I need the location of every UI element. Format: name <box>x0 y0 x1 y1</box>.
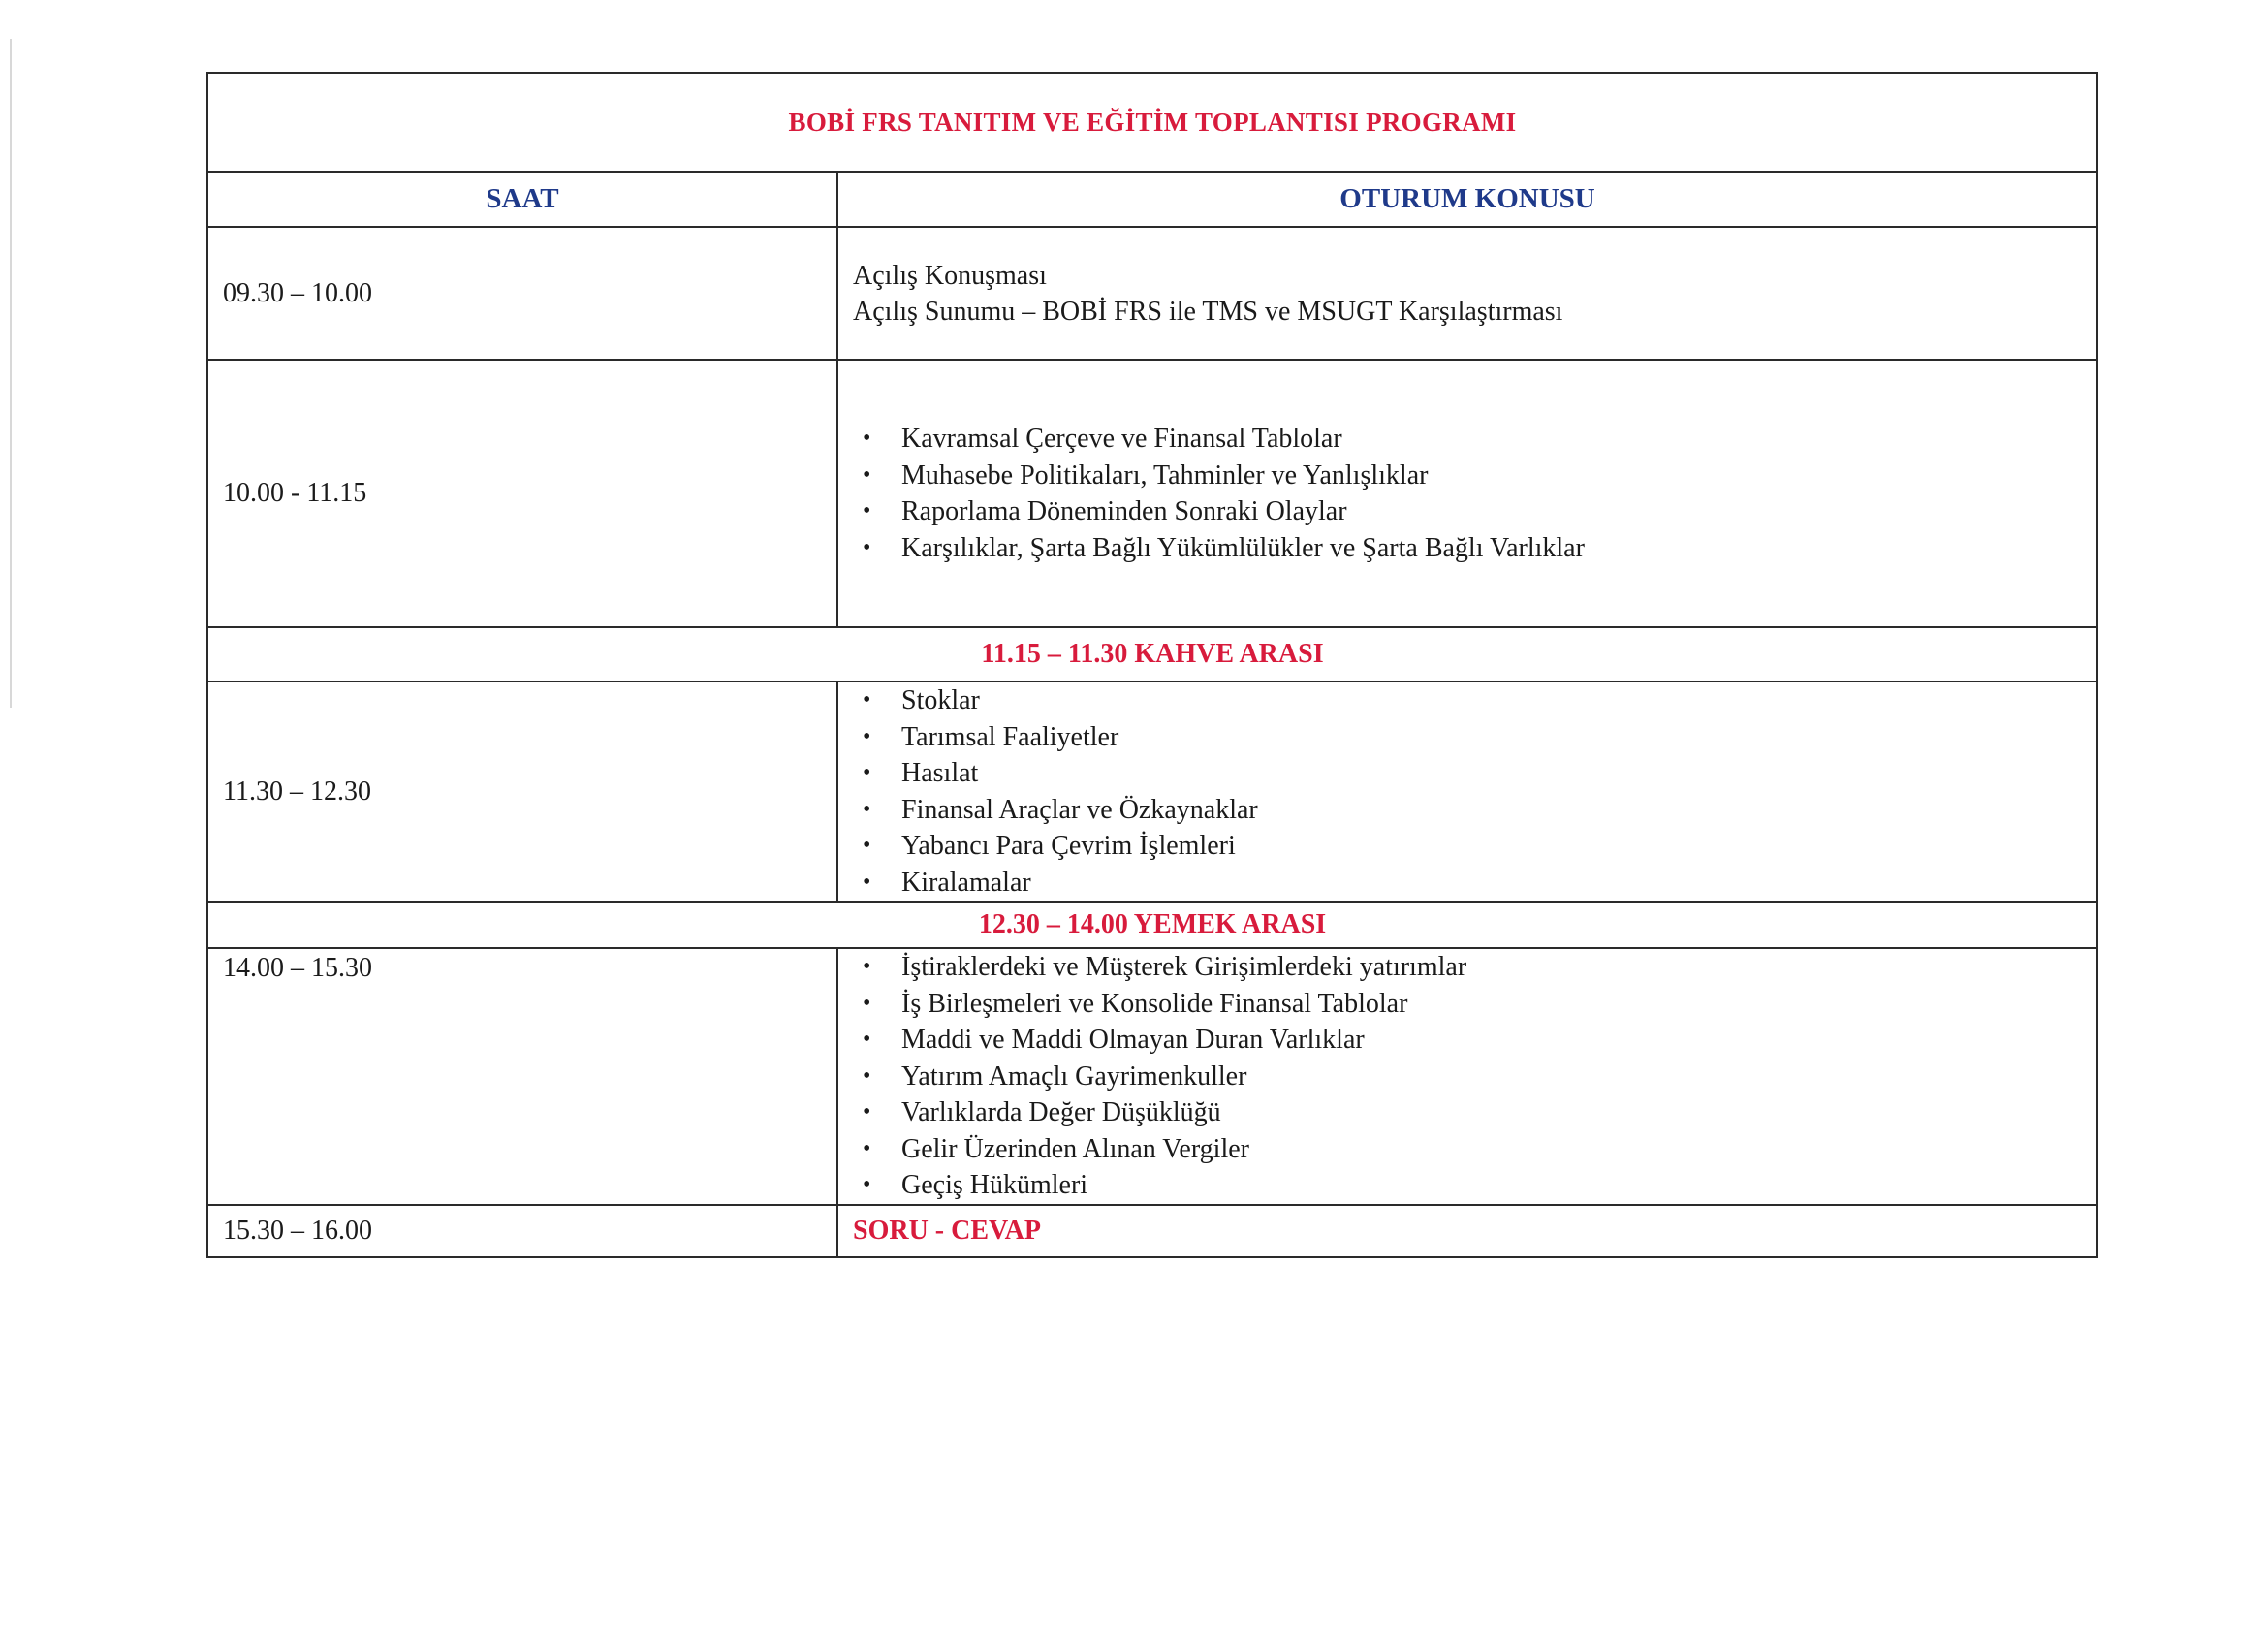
session-row <box>207 948 2097 1205</box>
list-item: • Raporlama Döneminden Sonraki Olaylar <box>853 493 2096 530</box>
coffee-break: 11.15 – 11.30 KAHVE ARASI <box>207 627 2097 681</box>
session-time: 15.30 – 16.00 <box>207 1205 837 1257</box>
header-row <box>207 172 2097 227</box>
bullet-icon: • <box>863 954 871 979</box>
break-row <box>207 902 2097 948</box>
bullet-icon: • <box>863 1062 871 1089</box>
bullet-icon: • <box>863 1172 871 1197</box>
list-item: • Kavramsal Çerçeve ve Finansal Tablolar <box>853 421 2096 458</box>
session-topic-line: Açılış Konuşması <box>853 260 1047 291</box>
bullet-icon: • <box>863 498 871 523</box>
session-time: 14.00 – 15.30 <box>207 948 837 1205</box>
session-row <box>207 227 2097 360</box>
list-item: • Gelir Üzerinden Alınan Vergiler <box>853 1131 2096 1168</box>
bullet-icon: • <box>863 1027 871 1052</box>
bullet-icon: • <box>863 534 871 560</box>
list-item: • Hasılat <box>853 755 2096 792</box>
bullet-icon: • <box>863 426 871 451</box>
bullet-icon: • <box>863 687 871 713</box>
bullet-icon: • <box>863 869 871 895</box>
session-row <box>207 681 2097 902</box>
list-item: • Muhasebe Politikaları, Tahminler ve Yanlışlıklar <box>853 458 2096 494</box>
session-topic <box>837 360 2097 627</box>
topic-list <box>853 682 2096 901</box>
scan-page-edge <box>10 39 12 708</box>
list-item: • Yatırım Amaçlı Gayrimenkuller <box>853 1059 2096 1095</box>
break-row <box>207 627 2097 681</box>
list-item: • Stoklar <box>853 682 2096 719</box>
title-row <box>207 73 2097 172</box>
program-title: BOBİ FRS TANITIM VE EĞİTİM TOPLANTISI PROGRAMI <box>207 73 2097 172</box>
list-item: • İştiraklerdeki ve Müşterek Girişimlerdeki yatırımlar <box>853 949 2096 986</box>
session-topic <box>837 227 2097 360</box>
bullet-icon: • <box>863 1099 871 1124</box>
header-time: SAAT <box>207 172 837 227</box>
session-time: 11.30 – 12.30 <box>207 681 837 902</box>
bullet-icon: • <box>863 461 871 488</box>
session-time: 10.00 - 11.15 <box>207 360 837 627</box>
bullet-icon: • <box>863 723 871 749</box>
list-item: • Kiralamalar <box>853 865 2096 902</box>
lunch-break: 12.30 – 14.00 YEMEK ARASI <box>207 902 2097 948</box>
list-item: • Finansal Araçlar ve Özkaynaklar <box>853 792 2096 829</box>
list-item: • Tarımsal Faaliyetler <box>853 719 2096 756</box>
session-topic <box>837 948 2097 1205</box>
list-item: • Yabancı Para Çevrim İşlemleri <box>853 828 2096 865</box>
bullet-icon: • <box>863 833 871 858</box>
qa-session-topic: SORU - CEVAP <box>837 1205 2097 1257</box>
session-time: 09.30 – 10.00 <box>207 227 837 360</box>
bullet-icon: • <box>863 760 871 785</box>
header-topic: OTURUM KONUSU <box>837 172 2097 227</box>
list-item: • Varlıklarda Değer Düşüklüğü <box>853 1094 2096 1131</box>
topic-list <box>853 421 2096 566</box>
session-topic <box>837 681 2097 902</box>
list-item: • Geçiş Hükümleri <box>853 1167 2096 1204</box>
bullet-icon: • <box>863 990 871 1016</box>
list-item: • Karşılıklar, Şarta Bağlı Yükümlülükler ve Şarta Bağlı Varlıklar <box>853 530 2096 567</box>
program-table <box>206 72 2098 1258</box>
topic-list <box>853 949 2096 1204</box>
bullet-icon: • <box>863 796 871 822</box>
session-topic-line: Açılış Sunumu – BOBİ FRS ile TMS ve MSUGT Karşılaştırması <box>853 296 1563 327</box>
session-row <box>207 360 2097 627</box>
session-row <box>207 1205 2097 1257</box>
list-item: • İş Birleşmeleri ve Konsolide Finansal Tablolar <box>853 986 2096 1023</box>
bullet-icon: • <box>863 1135 871 1161</box>
list-item: • Maddi ve Maddi Olmayan Duran Varlıklar <box>853 1022 2096 1059</box>
